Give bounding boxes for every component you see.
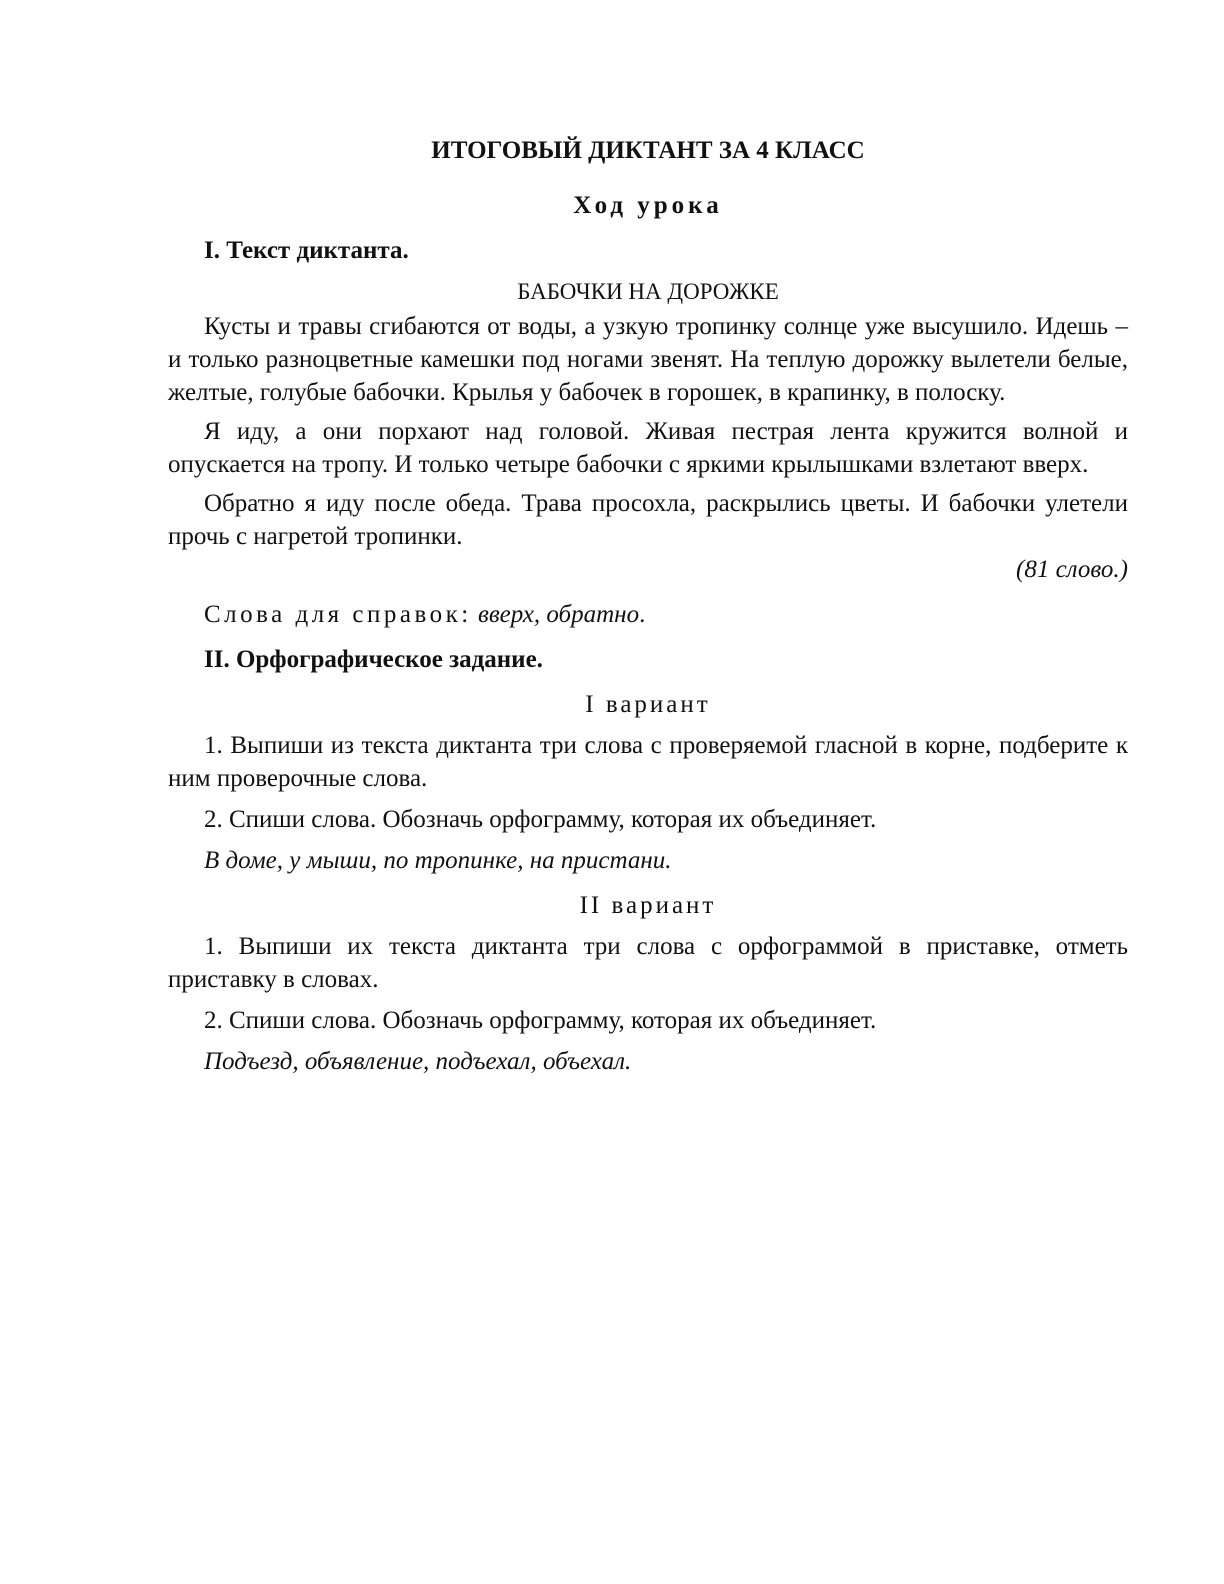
word-count: (81 слово.) [1016,556,1128,583]
section-1-heading: I. Текст диктанта. [204,237,409,264]
document-page [168,134,1128,1086]
section-2-heading: II. Орфографическое задание. [204,646,543,673]
story-paragraph-1: Кусты и травы сгибаются от воды, а узкую тропинку солнце уже высушило. Идешь – и только разноцветные камешки под ногами звенят. На теплую дорожку вылетели белые, желтые, голубые бабочки. Крылья у бабочек в горошек, в крапинку, в полоску. [168,313,1128,406]
document-title: ИТОГОВЫЙ ДИКТАНТ ЗА 4 КЛАСС [431,137,865,164]
variant-1-task-2: 2. Спиши слова. Обозначь орфограмму, которая их объединяет. [204,806,877,833]
variant-1-task-1: 1. Выпиши из текста диктанта три слова с проверяемой гласной в корне, подберите к ним проверочные слова. [168,732,1128,792]
variant-2-label: II вариант [579,892,717,919]
story-paragraph-3: Обратно я иду после обеда. Трава просохла, раскрылись цветы. И бабочки улетели прочь с нагретой тропинки. [168,490,1128,550]
variant-2-words: Подъезд, объявление, подъехал, объехал. [204,1048,632,1075]
story-title: БАБОЧКИ НА ДОРОЖКЕ [517,279,779,304]
variant-1-words: В доме, у мыши, по тропинке, на пристани. [204,847,672,874]
reference-end: . [639,601,646,628]
reference-words: вверх, обратно [477,601,640,628]
reference-words-line [168,598,1128,631]
lesson-heading: Ход урока [573,192,723,219]
story-paragraph-2: Я иду, а они порхают над головой. Живая пестрая лента кружится волной и опускается на тропу. И только четыре бабочки с яркими крылышками взлетают вверх. [168,418,1128,478]
reference-label: Слова для справок: [204,601,472,628]
variant-2-task-2: 2. Спиши слова. Обозначь орфограмму, которая их объединяет. [204,1007,877,1034]
variant-1-label: I вариант [585,691,711,718]
variant-2-task-1: 1. Выпиши их текста диктанта три слова с орфограммой в приставке, отметь приставку в словах. [168,933,1128,993]
